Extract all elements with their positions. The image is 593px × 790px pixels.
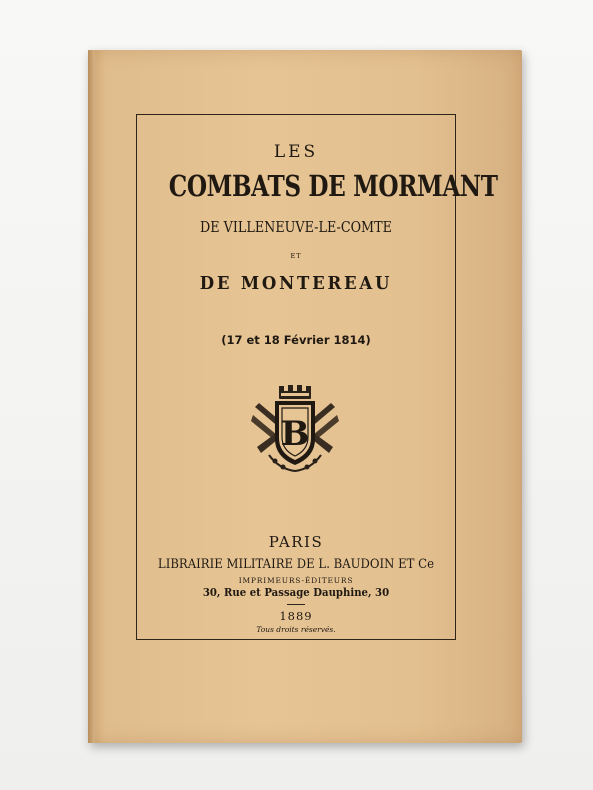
imprint-city: PARIS <box>268 533 324 551</box>
title-villeneuve: DE VILLENEUVE-LE-COMTE <box>200 220 392 236</box>
title-montereau: DE MONTEREAU <box>199 273 393 294</box>
imprint-year: 1889 <box>279 609 313 623</box>
publisher-emblem-icon <box>249 385 341 473</box>
imprint-divider <box>287 604 305 605</box>
imprint-address: 30, Rue et Passage Dauphine, 30 <box>202 586 390 599</box>
imprint-role: IMPRIMEURS-ÉDITEURS <box>238 576 354 585</box>
title-et: ET <box>290 252 302 260</box>
title-les: LES <box>273 142 319 162</box>
title-dates: (17 et 18 Février 1814) <box>221 333 371 347</box>
emblem-letter: B <box>280 414 310 454</box>
imprint-rights: Tous droits réservés. <box>256 625 336 634</box>
book-cover <box>88 50 522 743</box>
title-frame <box>136 114 498 640</box>
title-main: COMBATS DE MORMANT <box>168 169 498 203</box>
imprint-publisher: LIBRAIRIE MILITAIRE DE L. BAUDOIN ET Ce <box>157 557 435 572</box>
